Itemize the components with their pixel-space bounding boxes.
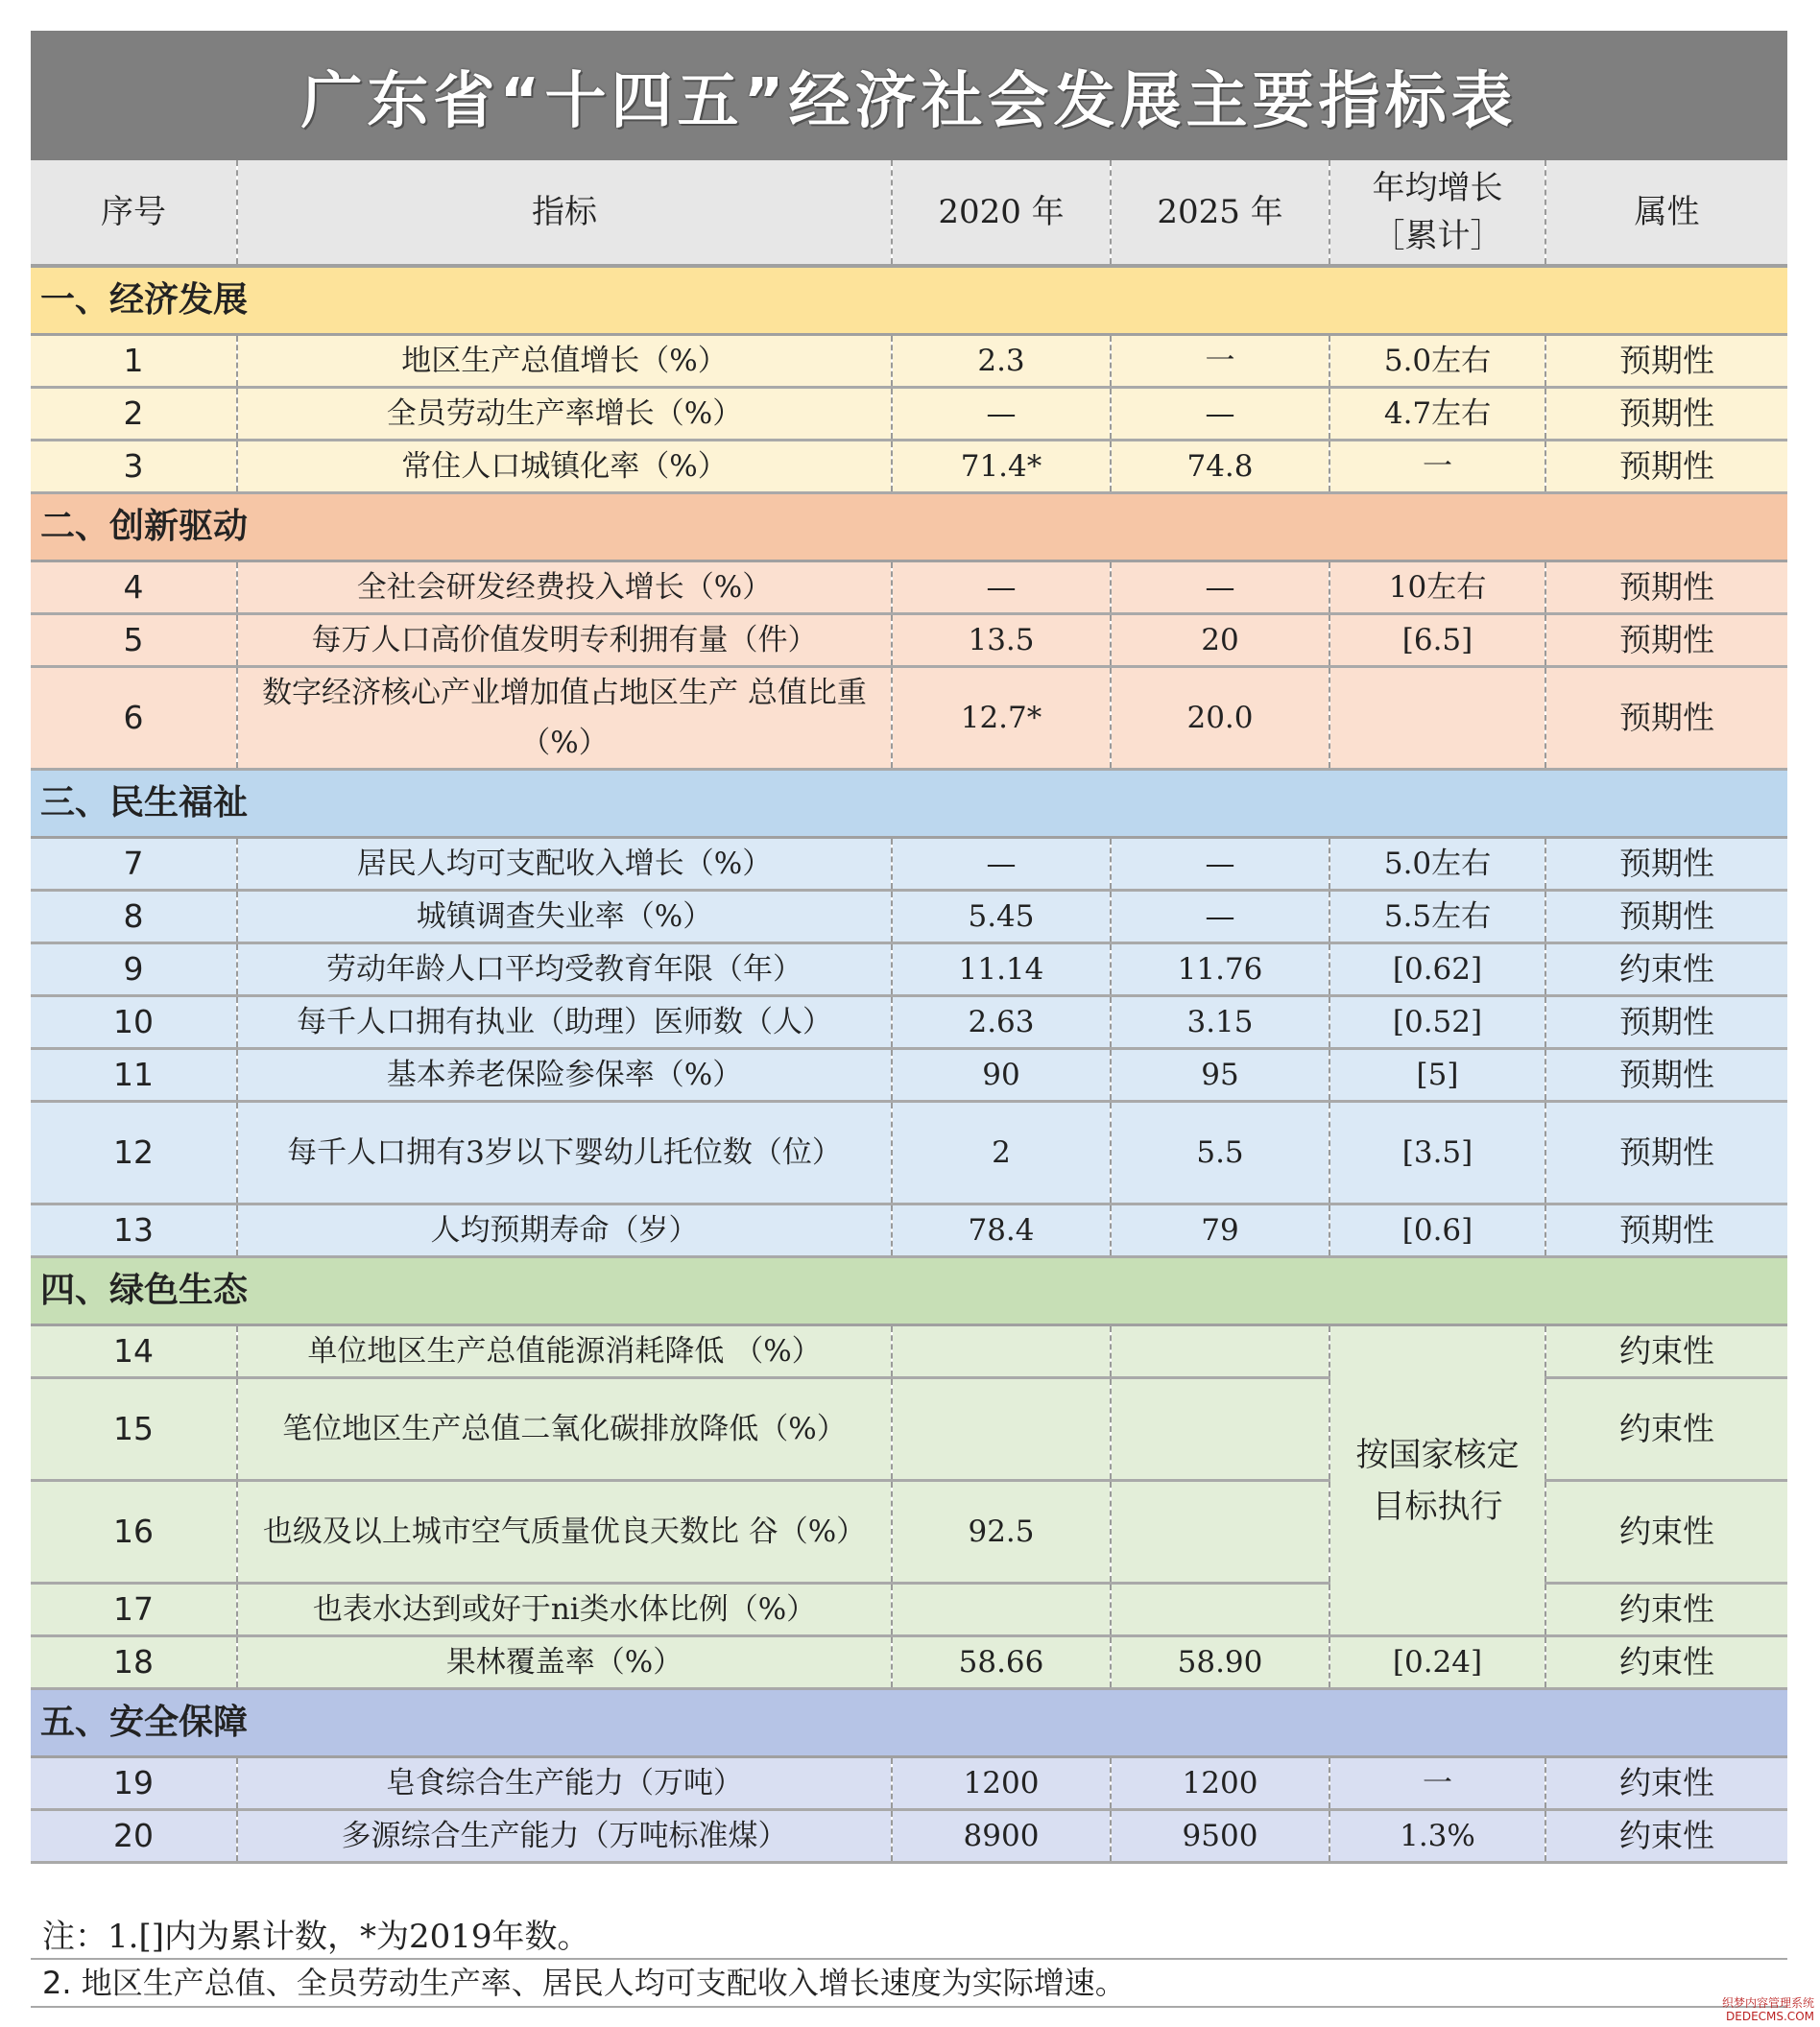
row-number: 19 <box>31 1757 237 1810</box>
row-number: 11 <box>31 1049 237 1102</box>
note-line-1: 注：1.[]内为累计数，*为2019年数。 <box>31 1916 1787 1960</box>
row-number: 1 <box>31 335 237 388</box>
indicator-name: 也表水达到或好于ni类水体比例（%） <box>237 1584 892 1636</box>
indicator-name: 多源综合生产能力（万吨标准煤） <box>237 1810 892 1863</box>
attribute-value: 约束性 <box>1545 1810 1787 1863</box>
row-number: 9 <box>31 943 237 996</box>
row-number: 16 <box>31 1481 237 1584</box>
attribute-value: 预期性 <box>1545 388 1787 441</box>
value-2025: 20.0 <box>1111 667 1329 770</box>
indicator-name: 地区生产总值增长（%） <box>237 335 892 388</box>
row-number: 4 <box>31 561 237 614</box>
value-2020 <box>892 1584 1111 1636</box>
merged-growth-line1: 按国家核定 <box>1355 1435 1520 1474</box>
growth-value: [6.5] <box>1329 614 1545 667</box>
growth-value <box>1329 667 1545 770</box>
value-2025 <box>1111 1325 1329 1378</box>
category-row <box>31 493 1787 561</box>
indicators-table <box>31 160 1787 1864</box>
value-2020: 13.5 <box>892 614 1111 667</box>
growth-value: 一 <box>1329 441 1545 493</box>
header-row <box>31 160 1787 266</box>
attribute-value: 约束性 <box>1545 1378 1787 1481</box>
value-2020: 92.5 <box>892 1481 1111 1584</box>
value-2025: — <box>1111 388 1329 441</box>
header-seq: 序号 <box>31 160 237 266</box>
value-2025 <box>1111 1584 1329 1636</box>
growth-value: [3.5] <box>1329 1102 1545 1204</box>
value-2025: 11.76 <box>1111 943 1329 996</box>
value-2025: 95 <box>1111 1049 1329 1102</box>
header-growth <box>1329 160 1545 266</box>
attribute-value: 预期性 <box>1545 335 1787 388</box>
indicator-name: 每千人口拥有执业（助理）医师数（人） <box>237 996 892 1049</box>
value-2025: 1200 <box>1111 1757 1329 1810</box>
category-row <box>31 1257 1787 1325</box>
indicator-name: 数字经济核心产业增加值占地区生产 总值比重（%） <box>237 667 892 770</box>
value-2020: 8900 <box>892 1810 1111 1863</box>
attribute-value: 预期性 <box>1545 1102 1787 1204</box>
value-2025: — <box>1111 561 1329 614</box>
value-2025: 一 <box>1111 335 1329 388</box>
table-row <box>31 614 1787 667</box>
header-indicator: 指标 <box>237 160 892 266</box>
value-2020: 12.7* <box>892 667 1111 770</box>
attribute-value: 预期性 <box>1545 1049 1787 1102</box>
value-2020: 11.14 <box>892 943 1111 996</box>
watermark <box>1722 1996 1814 2023</box>
indicator-name: 人均预期寿命（岁） <box>237 1204 892 1257</box>
indicator-name: 每万人口高价值发明专利拥有量（件） <box>237 614 892 667</box>
note-line-2: 2. 地区生产总值、全员劳动生产率、居民人均可支配收入增长速度为实际增速。 <box>31 1962 1787 2008</box>
row-number: 18 <box>31 1636 237 1689</box>
value-2020: 5.45 <box>892 891 1111 943</box>
table-row <box>31 891 1787 943</box>
indicator-name: 基本养老保险参保率（%） <box>237 1049 892 1102</box>
row-number: 5 <box>31 614 237 667</box>
category-row <box>31 770 1787 838</box>
value-2020: 71.4* <box>892 441 1111 493</box>
attribute-value: 约束性 <box>1545 1636 1787 1689</box>
value-2025: 3.15 <box>1111 996 1329 1049</box>
table-row <box>31 561 1787 614</box>
value-2020: — <box>892 561 1111 614</box>
attribute-value: 预期性 <box>1545 1204 1787 1257</box>
indicator-table-frame <box>31 31 1787 2001</box>
table-row <box>31 1325 1787 1378</box>
row-number: 10 <box>31 996 237 1049</box>
value-2020: 2 <box>892 1102 1111 1204</box>
value-2025: 58.90 <box>1111 1636 1329 1689</box>
indicator-name: 果林覆盖率（%） <box>237 1636 892 1689</box>
attribute-value: 预期性 <box>1545 838 1787 891</box>
attribute-value: 预期性 <box>1545 614 1787 667</box>
indicator-name: 全员劳动生产率增长（%） <box>237 388 892 441</box>
attribute-value: 约束性 <box>1545 1325 1787 1378</box>
attribute-value: 约束性 <box>1545 943 1787 996</box>
growth-value: [0.24] <box>1329 1636 1545 1689</box>
table-row <box>31 1636 1787 1689</box>
table-row <box>31 667 1787 770</box>
row-number: 15 <box>31 1378 237 1481</box>
indicator-name: 居民人均可支配收入增长（%） <box>237 838 892 891</box>
indicator-name: 也级及以上城市空气质量优良天数比 谷（%） <box>237 1481 892 1584</box>
value-2025 <box>1111 1378 1329 1481</box>
table-row <box>31 943 1787 996</box>
value-2025: 79 <box>1111 1204 1329 1257</box>
value-2020: 2.3 <box>892 335 1111 388</box>
value-2020: 1200 <box>892 1757 1111 1810</box>
header-growth-line2: ［累计］ <box>1372 217 1503 255</box>
watermark-line2: DEDECMS.COM <box>1726 2010 1814 2023</box>
row-number: 17 <box>31 1584 237 1636</box>
table-row <box>31 838 1787 891</box>
value-2025: 5.5 <box>1111 1102 1329 1204</box>
indicator-name: 城镇调查失业率（%） <box>237 891 892 943</box>
category-row <box>31 1689 1787 1757</box>
row-number: 7 <box>31 838 237 891</box>
value-2020 <box>892 1378 1111 1481</box>
value-2025: 20 <box>1111 614 1329 667</box>
table-row <box>31 1102 1787 1204</box>
growth-value: 5.0左右 <box>1329 335 1545 388</box>
attribute-value: 约束性 <box>1545 1584 1787 1636</box>
value-2020: 90 <box>892 1049 1111 1102</box>
indicator-name: 笔位地区生产总值二氧化碳排放降低（%） <box>237 1378 892 1481</box>
category-title: 五、安全保障 <box>31 1689 1787 1757</box>
value-2020 <box>892 1325 1111 1378</box>
category-title: 三、民生福祉 <box>31 770 1787 838</box>
indicator-name: 常住人口城镇化率（%） <box>237 441 892 493</box>
category-title: 一、经济发展 <box>31 266 1787 335</box>
table-row <box>31 1757 1787 1810</box>
growth-value: [0.52] <box>1329 996 1545 1049</box>
table-row <box>31 388 1787 441</box>
row-number: 3 <box>31 441 237 493</box>
indicator-name: 每千人口拥有3岁以下婴幼儿托位数（位） <box>237 1102 892 1204</box>
attribute-value: 约束性 <box>1545 1481 1787 1584</box>
value-2020: 78.4 <box>892 1204 1111 1257</box>
growth-value: 4.7左右 <box>1329 388 1545 441</box>
category-row <box>31 266 1787 335</box>
value-2025: — <box>1111 891 1329 943</box>
indicator-name: 全社会研发经费投入增长（%） <box>237 561 892 614</box>
value-2025: 74.8 <box>1111 441 1329 493</box>
growth-value: 10左右 <box>1329 561 1545 614</box>
header-2020: 2020 年 <box>892 160 1111 266</box>
indicator-name: 单位地区生产总值能源消耗降低 （%） <box>237 1325 892 1378</box>
growth-value: [5] <box>1329 1049 1545 1102</box>
value-2025: — <box>1111 838 1329 891</box>
row-number: 2 <box>31 388 237 441</box>
row-number: 12 <box>31 1102 237 1204</box>
row-number: 14 <box>31 1325 237 1378</box>
page-title: 广东省“十四五”经济社会发展主要指标表 <box>300 65 1518 137</box>
category-title: 二、创新驱动 <box>31 493 1787 561</box>
value-2025: 9500 <box>1111 1810 1329 1863</box>
category-title: 四、绿色生态 <box>31 1257 1787 1325</box>
growth-value: [0.6] <box>1329 1204 1545 1257</box>
attribute-value: 预期性 <box>1545 996 1787 1049</box>
growth-value: 一 <box>1329 1757 1545 1810</box>
value-2020: 58.66 <box>892 1636 1111 1689</box>
table-row <box>31 441 1787 493</box>
row-number: 20 <box>31 1810 237 1863</box>
value-2025 <box>1111 1481 1329 1584</box>
table-row <box>31 335 1787 388</box>
table-row <box>31 996 1787 1049</box>
value-2020: — <box>892 838 1111 891</box>
row-number: 8 <box>31 891 237 943</box>
header-growth-line1: 年均增长 <box>1372 169 1503 207</box>
value-2020: — <box>892 388 1111 441</box>
value-2020: 2.63 <box>892 996 1111 1049</box>
header-2025: 2025 年 <box>1111 160 1329 266</box>
merged-growth-line2: 目标执行 <box>1372 1487 1503 1526</box>
attribute-value: 预期性 <box>1545 441 1787 493</box>
indicator-name: 皂食综合生产能力（万吨） <box>237 1757 892 1810</box>
growth-value: 1.3% <box>1329 1810 1545 1863</box>
title-bar <box>31 31 1787 160</box>
growth-value: 5.0左右 <box>1329 838 1545 891</box>
header-attribute: 属性 <box>1545 160 1787 266</box>
row-number: 6 <box>31 667 237 770</box>
row-number: 13 <box>31 1204 237 1257</box>
growth-value: 5.5左右 <box>1329 891 1545 943</box>
attribute-value: 预期性 <box>1545 891 1787 943</box>
merged-growth-cell <box>1329 1325 1545 1636</box>
attribute-value: 约束性 <box>1545 1757 1787 1810</box>
growth-value: [0.62] <box>1329 943 1545 996</box>
attribute-value: 预期性 <box>1545 561 1787 614</box>
attribute-value: 预期性 <box>1545 667 1787 770</box>
table-row <box>31 1204 1787 1257</box>
table-row <box>31 1810 1787 1863</box>
indicator-name: 劳动年龄人口平均受教育年限（年） <box>237 943 892 996</box>
watermark-line1: 织梦内容管理系统 <box>1721 1996 1814 2010</box>
table-row <box>31 1049 1787 1102</box>
